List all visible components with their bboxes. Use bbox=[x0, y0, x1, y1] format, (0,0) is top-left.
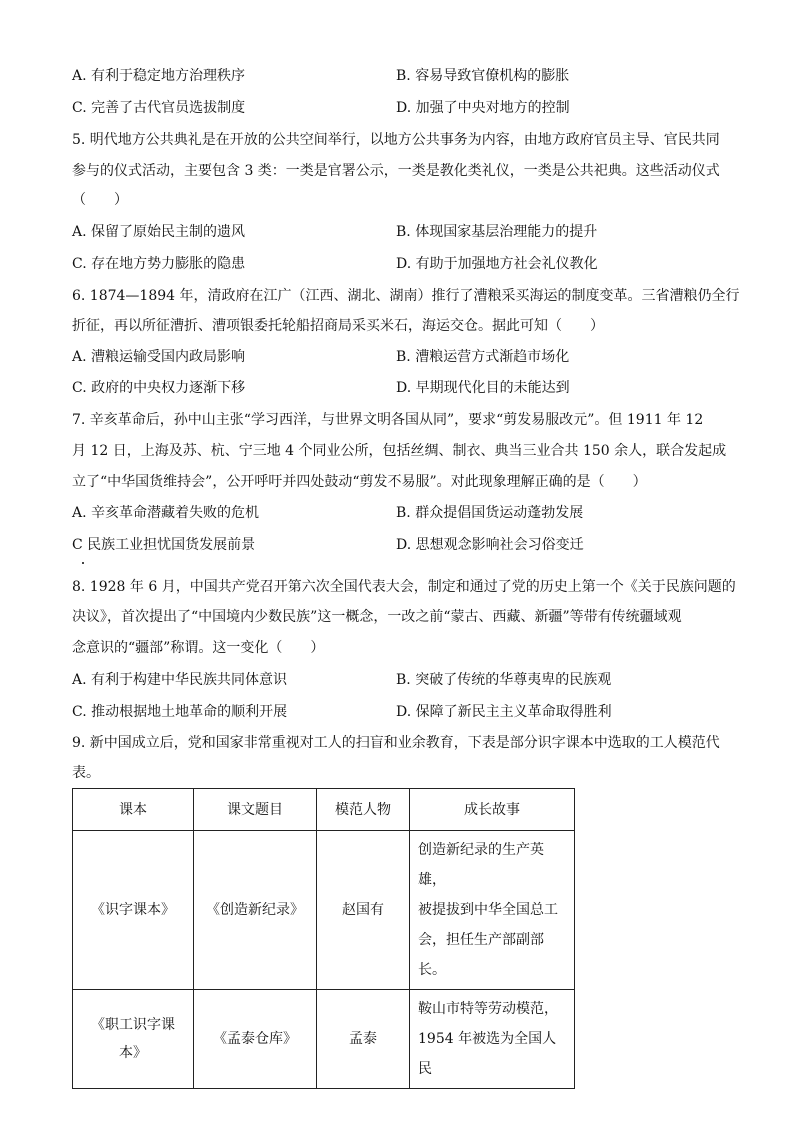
row2-book bbox=[73, 990, 194, 1089]
q4-option-a: A. 有利于稳定地方治理秩序 bbox=[72, 68, 246, 84]
header-lesson-title: 课文题目 bbox=[194, 789, 317, 831]
header-growth-story: 成长故事 bbox=[410, 789, 575, 831]
q9-stem-line-1: 9. 新中国成立后，党和国家非常重视对工人的扫盲和业余教育，下表是部分识字课本中选取的工人模范代 bbox=[72, 735, 720, 751]
q8-stem-line-2: 决议》，首次提出了“中国境内少数民族”这一概念，一改之前“蒙古、西藏、新疆”等带有传统疆域观 bbox=[72, 609, 682, 625]
row1-person: 赵国有 bbox=[317, 831, 410, 990]
q7-option-c: C 民族工业担忧国货发展前景 bbox=[72, 537, 256, 553]
q5-option-c: C. 存在地方势力膨胀的隐患 bbox=[72, 256, 246, 272]
q7-option-a: A. 辛亥革命潜藏着失败的危机 bbox=[72, 505, 260, 521]
q6-option-a: A. 漕粮运输受国内政局影响 bbox=[72, 349, 246, 365]
q5-stem-line-2: 参与的仪式活动，主要包含 3 类：一类是官署公示，一类是教化类礼仪，一类是公共祀典。这些活动仪式 bbox=[72, 163, 720, 179]
q7-option-b: B. 群众提倡国货运动蓬勃发展 bbox=[396, 505, 584, 521]
q6-option-d: D. 早期现代化目的未能达到 bbox=[396, 380, 570, 396]
q7-stem-line-2: 月 12 日，上海及苏、杭、宁三地 4 个同业公所，包括丝绸、制衣、典当三业合共 150 余人，联合发起成 bbox=[72, 443, 727, 459]
row2-person: 孟泰 bbox=[317, 990, 410, 1089]
q7-option-d: D. 思想观念影响社会习俗变迁 bbox=[396, 537, 584, 553]
row2-title: 《孟泰仓库》 bbox=[194, 990, 317, 1089]
row2-story bbox=[410, 990, 575, 1089]
q5-option-a: A. 保留了原始民主制的遗风 bbox=[72, 224, 246, 240]
q5-stem-line-3: （ ） bbox=[72, 192, 128, 208]
row1-book: 《识字课本》 bbox=[73, 831, 194, 990]
q6-option-c: C. 政府的中央权力逐渐下移 bbox=[72, 380, 246, 396]
row2-book-line-1: 《职工识字课 bbox=[91, 1017, 175, 1033]
header-model-person: 模范人物 bbox=[317, 789, 410, 831]
q8-stem-line-3: 念意识的“疆部”称谓。这一变化（ ） bbox=[72, 640, 325, 656]
row1-story-line-3: 会，担任生产部副部长。 bbox=[418, 932, 544, 978]
table-header-row bbox=[73, 789, 575, 831]
q8-option-d: D. 保障了新民主主义革命取得胜利 bbox=[396, 704, 612, 720]
q4-option-c: C. 完善了古代官员选拔制度 bbox=[72, 100, 246, 116]
header-book: 课本 bbox=[73, 789, 194, 831]
q4-option-b: B. 容易导致官僚机构的膨胀 bbox=[396, 68, 570, 84]
q5-stem-line-1: 5. 明代地方公共典礼是在开放的公共空间举行，以地方公共事务为内容，由地方政府官员主导、官民共同 bbox=[72, 132, 720, 148]
row1-title: 《创造新纪录》 bbox=[194, 831, 317, 990]
row1-story-line-2: 被提拔到中华全国总工 bbox=[418, 902, 558, 918]
q6-stem-line-1: 6. 1874—1894 年，清政府在江广（江西、湖北、湖南）推行了漕粮采买海运的制度变革。三省漕粮仍全行 bbox=[72, 288, 740, 304]
q9-stem-line-2: 表。 bbox=[72, 765, 100, 781]
q8-option-c: C. 推动根据地土地革命的顺利开展 bbox=[72, 704, 288, 720]
row1-story-line-1: 创造新纪录的生产英雄， bbox=[418, 842, 544, 888]
q5-option-b: B. 体现国家基层治理能力的提升 bbox=[396, 224, 598, 240]
q8-option-b: B. 突破了传统的华尊夷卑的民族观 bbox=[396, 672, 612, 688]
q7-stem-line-1: 7. 辛亥革命后，孙中山主张“学习西洋，与世界文明各国从同”，要求“剪发易服改元”。但 1911 年 12 bbox=[72, 412, 704, 428]
q7-stem-line-3: 立了“中华国货维持会”，公开呼吁并四处鼓动“剪发不易服”。对此现象理解正确的是（ ） bbox=[72, 474, 647, 490]
model-workers-table bbox=[72, 788, 575, 1089]
q6-option-b: B. 漕粮运营方式渐趋市场化 bbox=[396, 349, 570, 365]
row1-story bbox=[410, 831, 575, 990]
q6-stem-line-2: 折征，再以所征漕折、漕项银委托轮船招商局采买米石，海运交仓。据此可知（ ） bbox=[72, 318, 604, 334]
q4-option-d: D. 加强了中央对地方的控制 bbox=[396, 100, 570, 116]
row2-story-line-2: 1954 年被选为全国人民 bbox=[418, 1031, 557, 1077]
row2-story-line-1: 鞍山市特等劳动模范， bbox=[418, 1001, 558, 1017]
table-row bbox=[73, 831, 575, 990]
q8-stem-line-1: 8. 1928 年 6 月，中国共产党召开第六次全国代表大会，制定和通过了党的历史上第一个《关于民族问题的 bbox=[72, 579, 736, 595]
q5-option-d: D. 有助于加强地方社会礼仪教化 bbox=[396, 256, 598, 272]
row2-book-line-2: 本》 bbox=[119, 1045, 147, 1061]
table-row bbox=[73, 990, 575, 1089]
q8-option-a: A. 有利于构建中华民族共同体意识 bbox=[72, 672, 288, 688]
stray-dot bbox=[82, 562, 84, 564]
